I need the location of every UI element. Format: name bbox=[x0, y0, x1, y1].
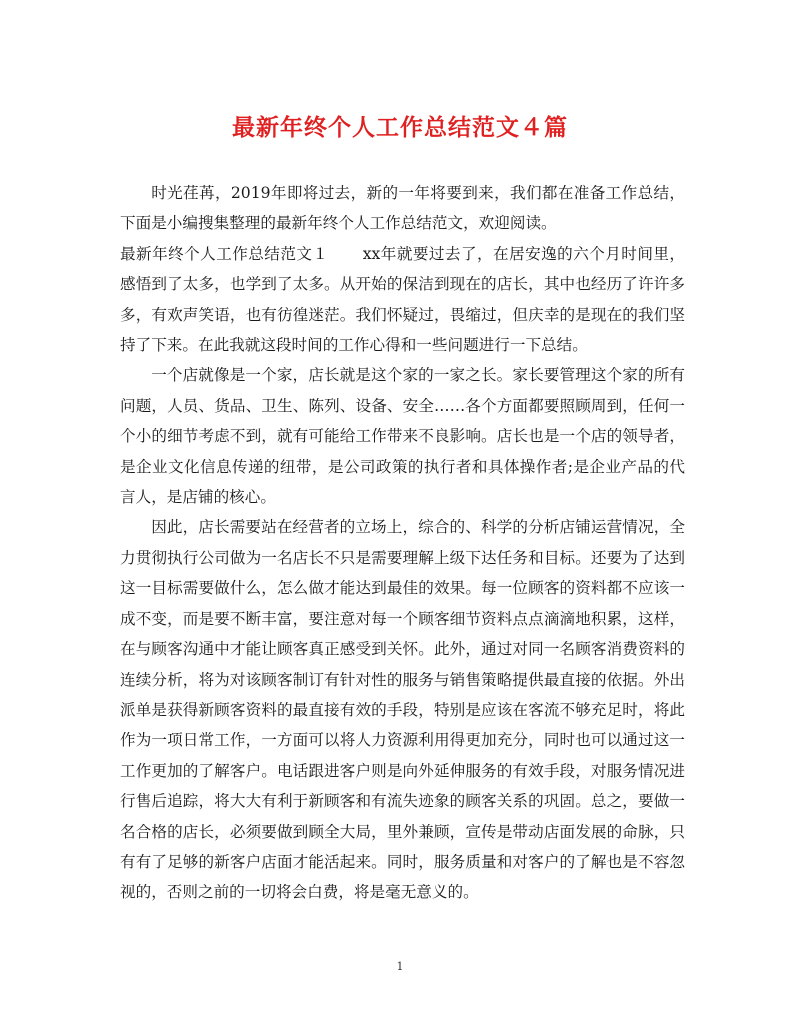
document-title: 最新年终个人工作总结范文４篇 bbox=[232, 114, 568, 141]
intro-paragraph: 时光荏苒，2019年即将过去，新的一年将要到来，我们都在准备工作总结，下面是小编搜集整理的最新年终个人工作总结范文，欢迎阅读。 bbox=[120, 184, 685, 233]
page-number: 1 bbox=[396, 960, 404, 973]
paragraph-2: 一个店就像是一个家，店长就是这个家的一家之长。家长要管理这个家的所有问题，人员、货品、卫生、陈列、设备、安全……各个方面都要照顾周到，任何一个小的细节考虑不到，就有可能给工作带来不良影响。店长也是一个店的领导者，是企业文化信息传递的纽带，是公司政策的执行者和具体操作者;是企业产品的代言人，是店铺的核心。 bbox=[120, 366, 685, 507]
document-body bbox=[120, 178, 685, 908]
item1-paragraph bbox=[120, 239, 685, 361]
item1-text: xx年就要过去了，在居安逸的六个月时间里，感悟到了太多，也学到了太多。从开始的保洁到现在的店长，其中也经历了许许多多，有欢声笑语，也有彷徨迷茫。我们怀疑过，畏缩过，但庆幸的是现在的我们坚持了下来。在此我就这段时间的工作心得和一些问题进行一下总结。 bbox=[120, 244, 685, 355]
item1-label: 最新年终个人工作总结范文１ bbox=[120, 244, 329, 263]
paragraph-3: 因此，店长需要站在经营者的立场上，综合的、科学的分析店铺运营情况，全力贯彻执行公司做为一名店长不只是需要理解上级下达任务和目标。还要为了达到这一目标需要做什么，怎么做才能达到最佳的效果。每一位顾客的资料都不应该一成不变，而是要不断丰富，要注意对每一个顾客细节资料点点滴滴地积累，这样，在与顾客沟通中才能让顾客真正感受到关怀。此外，通过对同一名顾客消费资料的连续分析，将为对该顾客制订有针对性的服务与销售策略提供最直接的依据。外出派单是获得新顾客资料的最直接有效的手段，特别是应该在客流不够充足时，将此作为一项日常工作，一方面可以将人力资源利用得更加充分，同时也可以通过这一工作更加的了解客户。电话跟进客户则是向外延伸服务的有效手段，对服务情况进行售后追踪，将大大有利于新顾客和有流失迹象的顾客关系的巩固。总之，要做一名合格的店长，必须要做到顾全大局，里外兼顾，宣传是带动店面发展的命脉，只有有了足够的新客户店面才能活起来。同时，服务质量和对客户的了解也是不容忽视的，否则之前的一切将会白费，将是毫无意义的。 bbox=[120, 518, 685, 902]
